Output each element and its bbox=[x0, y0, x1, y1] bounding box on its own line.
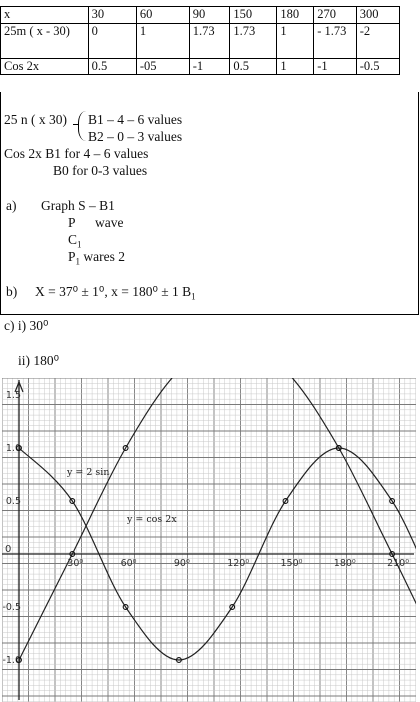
p-subscript: 1 bbox=[75, 256, 81, 267]
table-cell: - 1.73 bbox=[314, 24, 357, 59]
table-cell: 300 bbox=[356, 7, 399, 24]
c-mark: C bbox=[68, 232, 78, 247]
p-wares: wares 2 bbox=[80, 249, 125, 264]
b2-criterion: B2 – 0 – 3 values bbox=[88, 129, 183, 144]
table-cell: 150 bbox=[230, 7, 277, 24]
table-cell: 0.5 bbox=[88, 59, 136, 75]
part-a-p: P bbox=[68, 215, 76, 230]
y-tick-label: 0 bbox=[5, 544, 12, 555]
values-table bbox=[0, 6, 400, 75]
y-tick-label: -1.0 bbox=[2, 655, 21, 666]
x-tick-label: 120⁰ bbox=[227, 558, 250, 569]
table-cell: 270 bbox=[314, 7, 357, 24]
part-b-subscript: 1 bbox=[191, 291, 196, 302]
cos-criterion: Cos 2x B1 for 4 – 6 values bbox=[4, 146, 149, 161]
part-a-p1 bbox=[68, 249, 125, 270]
table-cell: 0.5 bbox=[230, 59, 277, 75]
part-c-i: c) i) 30⁰ bbox=[4, 318, 49, 333]
table-cell: 60 bbox=[136, 7, 189, 24]
table-cell: 1 bbox=[136, 24, 189, 59]
table-cell: 30 bbox=[88, 7, 136, 24]
row-label: Cos 2x bbox=[1, 59, 89, 75]
table-cell: -1 bbox=[314, 59, 357, 75]
part-c-ii: ii) 180⁰ bbox=[18, 353, 60, 368]
table-cell: 1 bbox=[277, 24, 314, 59]
y-tick-label: -0.5 bbox=[2, 602, 21, 613]
b1-criterion: B1 – 4 – 6 values bbox=[88, 112, 183, 127]
table-cell: 180 bbox=[277, 7, 314, 24]
brace-icon bbox=[78, 111, 87, 141]
part-b-label: b) bbox=[6, 284, 18, 299]
table-cell: 1 bbox=[277, 59, 314, 75]
row-label: x bbox=[1, 7, 89, 24]
p-mark: P bbox=[68, 249, 76, 264]
table-cell: 90 bbox=[189, 7, 230, 24]
part-b-answer bbox=[35, 284, 196, 305]
y-tick-label: 0.5 bbox=[5, 496, 21, 507]
table-cell: -05 bbox=[136, 59, 189, 75]
row-label: 25m ( x - 30) bbox=[1, 24, 89, 59]
x-tick-label: 30⁰ bbox=[67, 558, 84, 569]
series-label: y = 2 sin bbox=[67, 467, 110, 478]
table-cell: 1.73 bbox=[189, 24, 230, 59]
x-tick-label: 90⁰ bbox=[173, 558, 190, 569]
part-b-text: X = 37⁰ ± 1⁰, x = 180⁰ ± 1 B bbox=[35, 284, 192, 299]
table-row bbox=[1, 59, 400, 75]
x-tick-label: 180⁰ bbox=[333, 558, 356, 569]
y-tick-label: 1.5 bbox=[5, 390, 21, 401]
x-tick-label: 150⁰ bbox=[280, 558, 303, 569]
graph-svg bbox=[2, 378, 416, 702]
part-a-label: a) bbox=[6, 198, 17, 213]
y-tick-label: 1.0 bbox=[5, 443, 21, 454]
x-tick-label: 60⁰ bbox=[120, 558, 137, 569]
table-row bbox=[1, 24, 400, 59]
series-label: y = cos 2x bbox=[127, 514, 177, 525]
table-cell: -0.5 bbox=[356, 59, 399, 75]
table-cell: -1 bbox=[189, 59, 230, 75]
table-cell: 1.73 bbox=[230, 24, 277, 59]
c-subscript: 1 bbox=[77, 239, 82, 250]
part-a-graph: Graph S – B1 bbox=[41, 198, 115, 213]
x-tick-label: 210⁰ bbox=[387, 558, 410, 569]
graph-paper bbox=[2, 378, 416, 702]
sin-row-label: 25 n ( x 30) bbox=[4, 112, 67, 127]
table-cell: 0 bbox=[88, 24, 136, 59]
table-cell: -2 bbox=[356, 24, 399, 59]
table-row bbox=[1, 7, 400, 24]
cos-b0-criterion: B0 for 0-3 values bbox=[53, 163, 148, 178]
part-a-wave: wave bbox=[95, 215, 124, 230]
